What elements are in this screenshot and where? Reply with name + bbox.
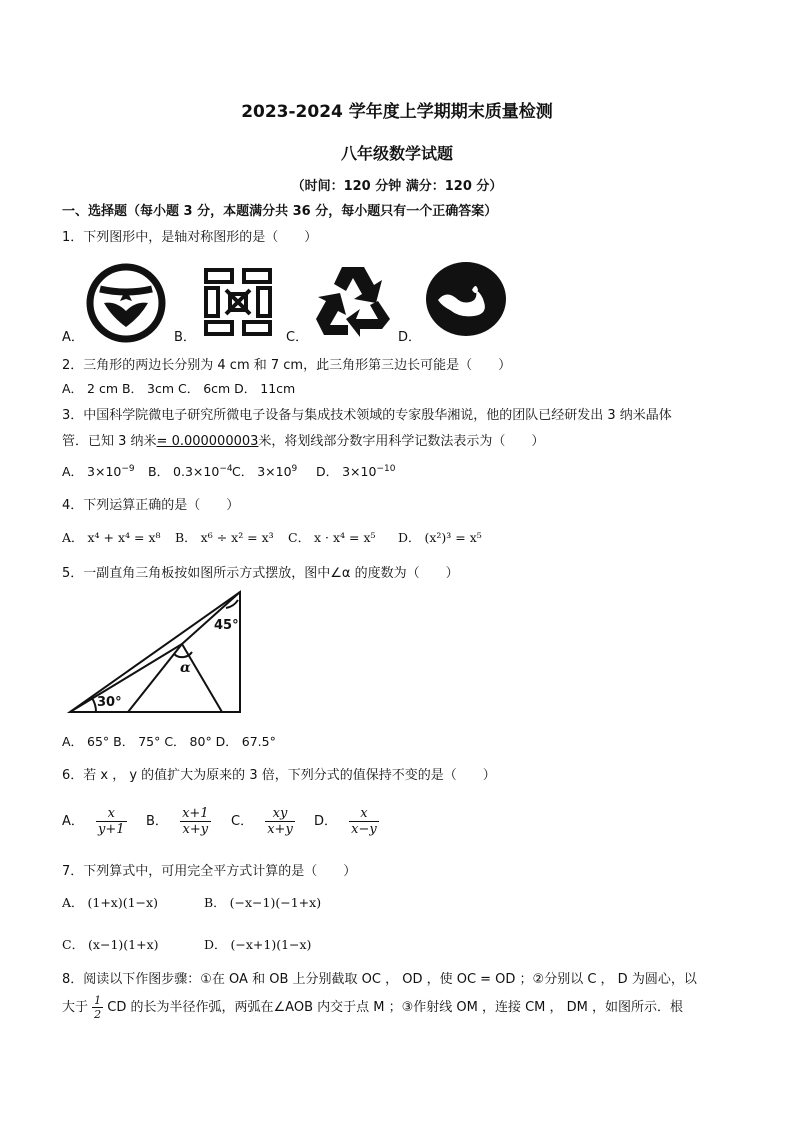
q1-label-b: B．	[174, 330, 196, 345]
q3-option-a-exp: −9	[121, 463, 135, 474]
q7-option-a: A． (1+x)(1−x)	[62, 895, 158, 910]
q6-den-c: x+y	[267, 822, 293, 837]
q1-label-a: A．	[62, 330, 84, 345]
q8-half-fraction	[92, 994, 103, 1021]
q8-frac-den: 2	[94, 1008, 102, 1021]
q6-option-a	[62, 806, 127, 837]
q6-num-b: x+1	[182, 806, 209, 821]
q4-stem: 4．下列运算正确的是（ ）	[62, 498, 240, 513]
q3-option-b-text: B． 0.3×10	[148, 464, 220, 479]
q8-frac-num: 1	[94, 994, 102, 1007]
q6-option-c	[231, 806, 295, 837]
q6-frac-d	[349, 806, 379, 837]
q8-line2-end: CD 的长为半径作弧，两弧在∠AOB 内交于点 M ；③作射线 OM ，连接 CM ， DM ，如图所示．根	[107, 1000, 684, 1015]
q1-figure-d	[424, 260, 508, 338]
q3-option-b	[148, 462, 233, 480]
q3-option-c	[232, 462, 297, 480]
q1-figure-c	[312, 263, 394, 339]
q3-underlined-number: = 0.000000003	[156, 434, 259, 449]
exam-info: （时间：120 分钟 满分：120 分）	[291, 179, 503, 194]
q4-option-d: D． (x²)³ = x⁵	[398, 530, 482, 545]
q4-option-a: A． x⁴ + x⁴ = x⁸	[62, 530, 161, 545]
q6-option-d	[314, 806, 379, 837]
q5-stem: 5．一副直角三角板按如图所示方式摆放，图中∠α 的度数为（ ）	[62, 566, 459, 581]
q6-label-c: C．	[231, 814, 254, 829]
q3-option-a-text: A． 3×10	[62, 464, 122, 479]
q2-options: A． 2 cm B． 3cm C． 6cm D． 11cm	[62, 381, 296, 396]
q3-option-a	[62, 462, 135, 480]
q8-line2	[62, 994, 683, 1021]
q3-option-d-exp: −10	[376, 463, 396, 474]
q5-angle-30: 30°	[97, 695, 122, 710]
q5-triangle-figure	[62, 586, 248, 718]
q6-label-b: B．	[146, 814, 168, 829]
q3-option-c-exp: 9	[291, 463, 298, 474]
q3-line2-start: 管．已知 3 纳米	[62, 434, 157, 449]
q6-den-a: y+1	[98, 822, 125, 837]
q3-line2	[62, 430, 544, 449]
q4-option-b: B． x⁶ ÷ x² = x³	[175, 530, 274, 545]
q6-label-d: D．	[314, 814, 338, 829]
q1-label-c: C．	[286, 330, 309, 345]
q5-alpha-label: α	[180, 660, 191, 676]
q5-options: A． 65° B． 75° C． 80° D． 67.5°	[62, 734, 276, 749]
q6-frac-a	[96, 806, 127, 837]
page-title: 2023-2024 学年度上学期期末质量检测	[241, 102, 553, 122]
q6-num-d: x	[349, 806, 379, 822]
q7-stem: 7．下列算式中，可用完全平方式计算的是（ ）	[62, 864, 357, 879]
q3-line1: 3．中国科学院微电子研究所微电子设备与集成技术领域的专家殷华湘说，他的团队已经研发出 3 纳米晶体	[62, 408, 672, 423]
q1-figure-a	[86, 263, 166, 343]
section-heading: 一、选择题（每小题 3 分，本题满分共 36 分，每小题只有一个正确答案）	[62, 204, 498, 219]
q6-label-a: A．	[62, 814, 84, 829]
q6-frac-c	[265, 806, 295, 837]
q6-frac-b	[180, 806, 211, 837]
q8-line2-start: 大于	[62, 1000, 89, 1015]
page-subtitle: 八年级数学试题	[340, 144, 453, 163]
q5-angle-45: 45°	[214, 618, 239, 633]
q7-option-d: D． (−x+1)(1−x)	[204, 937, 312, 952]
q2-stem: 2．三角形的两边长分别为 4 cm 和 7 cm，此三角形第三边长可能是（ ）	[62, 358, 512, 373]
q1-stem: 1．下列图形中，是轴对称图形的是（ ）	[62, 230, 318, 245]
q7-option-b: B． (−x−1)(−1+x)	[204, 895, 322, 910]
q3-option-b-exp: −4	[219, 463, 233, 474]
q6-den-d: x−y	[351, 822, 377, 837]
q6-option-b	[146, 806, 211, 837]
q3-line2-end: 米，将划线部分数字用科学记数法表示为（ ）	[258, 434, 545, 449]
q6-den-b: x+y	[182, 822, 209, 837]
q6-num-c: xy	[265, 806, 295, 822]
q1-figure-b	[202, 266, 274, 338]
q3-option-c-text: C． 3×10	[232, 464, 292, 479]
q7-option-c: C． (x−1)(1+x)	[62, 937, 159, 952]
q3-option-d-text: D． 3×10	[316, 464, 377, 479]
q6-stem: 6．若 x ， y 的值扩大为原来的 3 倍，下列分式的值保持不变的是（ ）	[62, 768, 496, 783]
q1-label-d: D．	[398, 330, 422, 345]
q6-num-a: x	[96, 806, 127, 822]
q8-line1: 8．阅读以下作图步骤：①在 OA 和 OB 上分别截取 OC ， OD ，使 OC = OD ；②分别以 C ， D 为圆心，以	[62, 972, 697, 987]
q3-option-d	[316, 462, 395, 480]
q4-option-c: C． x · x⁴ = x⁵	[288, 530, 376, 545]
